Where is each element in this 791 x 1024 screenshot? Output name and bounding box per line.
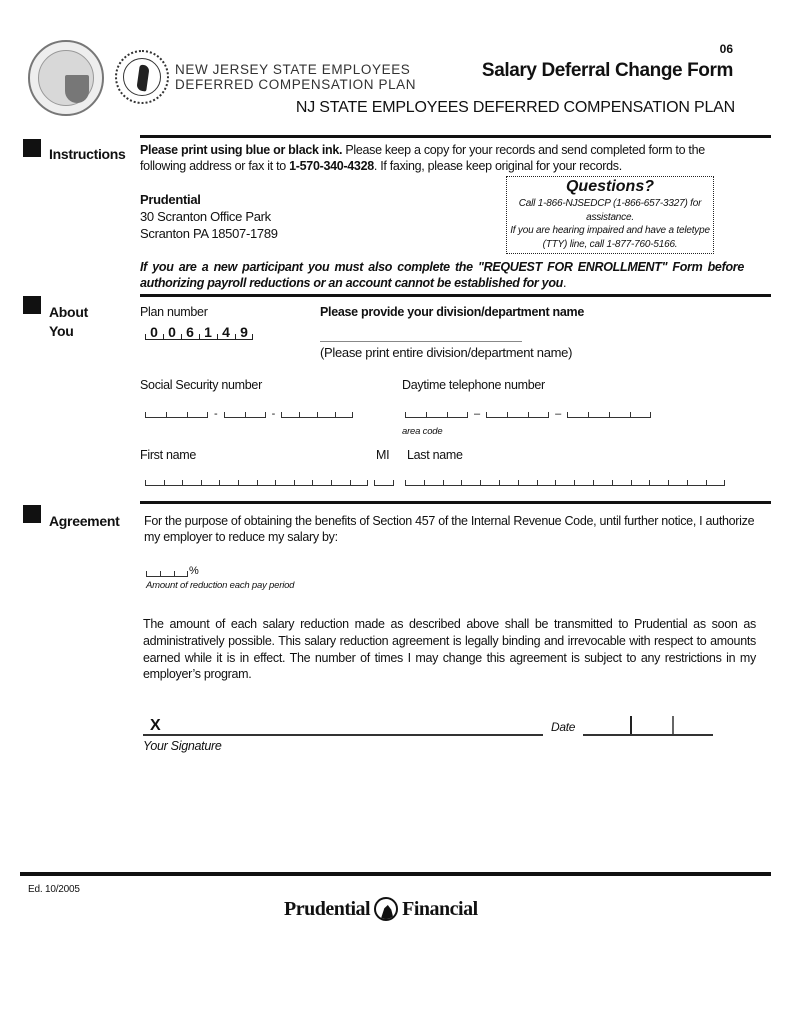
signature-label: Your Signature <box>143 739 222 753</box>
org-name <box>175 62 416 92</box>
prudential-rock-icon <box>374 897 398 921</box>
division-label: Please provide your division/department name <box>320 305 584 319</box>
mi-input[interactable] <box>374 476 394 486</box>
footer-divider <box>20 872 771 876</box>
first-name-input[interactable] <box>145 476 368 486</box>
percent-symbol: % <box>189 565 199 577</box>
plan-title: NJ STATE EMPLOYEES DEFERRED COMPENSATION PLAN <box>295 99 735 116</box>
fax-number: 1-570-340-4328 <box>289 159 374 173</box>
ssn-input[interactable]: - - <box>145 408 353 418</box>
about-you-label: About You <box>49 304 88 339</box>
nj-state-seal-icon <box>28 40 104 116</box>
last-name-label: Last name <box>407 448 463 462</box>
form-number: 06 <box>719 42 733 56</box>
agreement-intro: For the purpose of obtaining the benefits of Section 457 of the Internal Revenue Code, until further notice, I authorize my employer to reduce my salary by: <box>144 514 755 544</box>
date-separator <box>672 716 674 734</box>
division-input[interactable] <box>320 341 522 342</box>
phone-label: Daytime telephone number <box>402 378 545 392</box>
instructions-text: Please print using blue or black ink. Please keep a copy for your records and send completed form to the following address or fax it to 1-570-340-4328. If faxing, please keep original for your records. <box>140 143 705 173</box>
plan-number-field: 0 0 6 1 4 9 <box>145 326 253 340</box>
division-hint: (Please print entire division/department name) <box>320 345 573 360</box>
form-title: Salary Deferral Change Form <box>481 60 733 81</box>
mailing-address <box>140 191 278 242</box>
signature-input[interactable] <box>143 734 543 736</box>
phone-input[interactable]: – – <box>405 408 651 418</box>
last-name-input[interactable] <box>405 476 725 486</box>
instructions-label: Instructions <box>49 146 126 162</box>
section-marker <box>23 296 41 314</box>
section-divider <box>140 294 771 297</box>
new-participant-notice: If you are a new participant you must also complete the "REQUEST FOR ENROLLMENT" Form before authorizing payroll reductions or an account cannot be established for you. <box>140 260 744 290</box>
date-separator <box>630 716 632 734</box>
edition-text: Ed. 10/2005 <box>28 884 80 895</box>
percent-hint: Amount of reduction each pay period <box>146 580 295 591</box>
mi-label: MI <box>376 448 390 462</box>
reduction-percent-field <box>146 566 199 577</box>
first-name-label: First name <box>140 448 197 462</box>
questions-title: Questions? <box>565 178 654 195</box>
address-city: Scranton PA 18507-1789 <box>140 226 278 241</box>
date-input[interactable] <box>583 734 713 736</box>
agreement-body: The amount of each salary reduction made as described above shall be transmitted to Prudential as soon as administratively possible. This salary reduction agreement is legally binding and irrevocable with respect to amounts earned while it is in effect. The number of times I may change this agreement is subject to any restrictions in my employer’s program. <box>143 617 756 682</box>
reduction-percent-input[interactable] <box>146 567 188 577</box>
plan-number-label: Plan number <box>140 305 208 319</box>
section-divider <box>140 135 771 138</box>
weve-got-you-covered-badge-icon <box>115 50 169 104</box>
address-street: 30 Scranton Office Park <box>140 209 271 224</box>
section-divider <box>140 501 771 504</box>
date-label: Date <box>551 720 576 734</box>
address-name: Prudential <box>140 192 201 207</box>
questions-box: Questions? Call 1-866-NJSEDCP (1-866-657-3327) for assistance. If you are hearing impaired and have a teletype (TTY) line, call 1-877-760-5166. <box>506 176 714 254</box>
ssn-label: Social Security number <box>140 378 262 392</box>
section-marker <box>23 505 41 523</box>
area-code-hint: area code <box>402 426 443 437</box>
prudential-financial-logo: Prudential Financial <box>284 897 478 920</box>
section-marker <box>23 139 41 157</box>
signature-mark: X <box>150 717 161 734</box>
org-name-line2: DEFERRED COMPENSATION PLAN <box>175 77 417 92</box>
agreement-label: Agreement <box>49 513 120 529</box>
org-name-line1: NEW JERSEY STATE EMPLOYEES <box>175 62 411 77</box>
